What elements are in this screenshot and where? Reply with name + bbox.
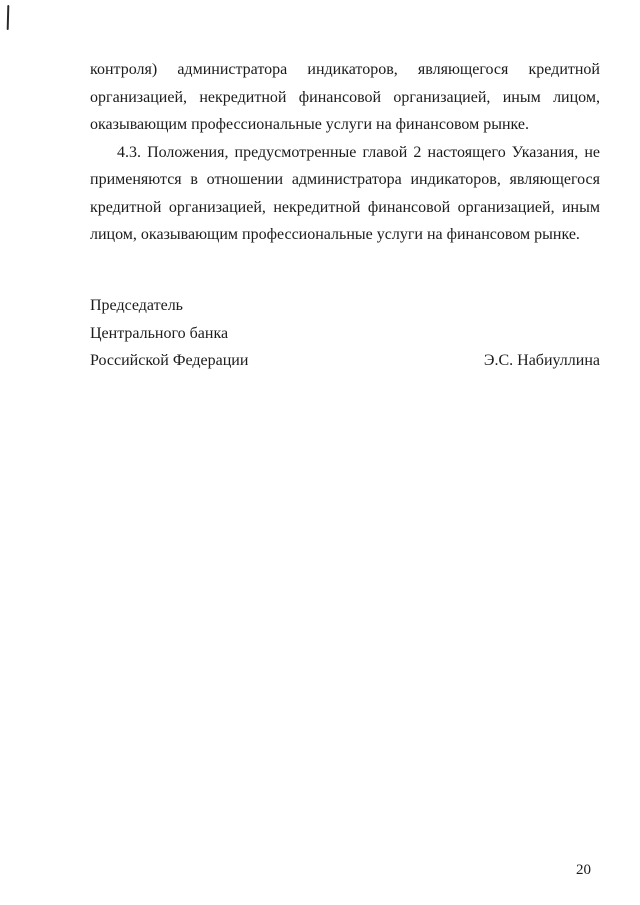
signer-name: Э.С. Набиуллина <box>483 352 600 369</box>
signature-block <box>90 292 600 375</box>
body-line-clause-4-3: 4.3. Положения, предусмотренные главой 2 настоящего Указания, не <box>117 143 600 161</box>
scan-artifact-mark <box>7 5 10 30</box>
body-line: лицом, оказывающим профессиональные услуги на финансовом рынке. <box>90 226 580 243</box>
body-line: оказывающим профессиональные услуги на финансовом рынке. <box>90 116 529 133</box>
signer-title-line: Председатель <box>90 297 183 314</box>
page-number: 20 <box>576 862 591 878</box>
document-body <box>90 56 600 249</box>
body-line: применяются в отношении администратора индикаторов, являющегося <box>90 171 600 188</box>
body-line: кредитной организацией, некредитной финансовой организацией, иным <box>90 198 600 216</box>
signature-row <box>90 347 600 375</box>
body-line: организацией, некредитной финансовой организацией, иным лицом, <box>90 88 600 106</box>
signer-title-line: Российской Федерации <box>90 352 249 369</box>
body-line: контроля) администратора индикаторов, являющегося кредитной <box>90 61 600 78</box>
signer-title-line: Центрального банка <box>90 324 229 342</box>
